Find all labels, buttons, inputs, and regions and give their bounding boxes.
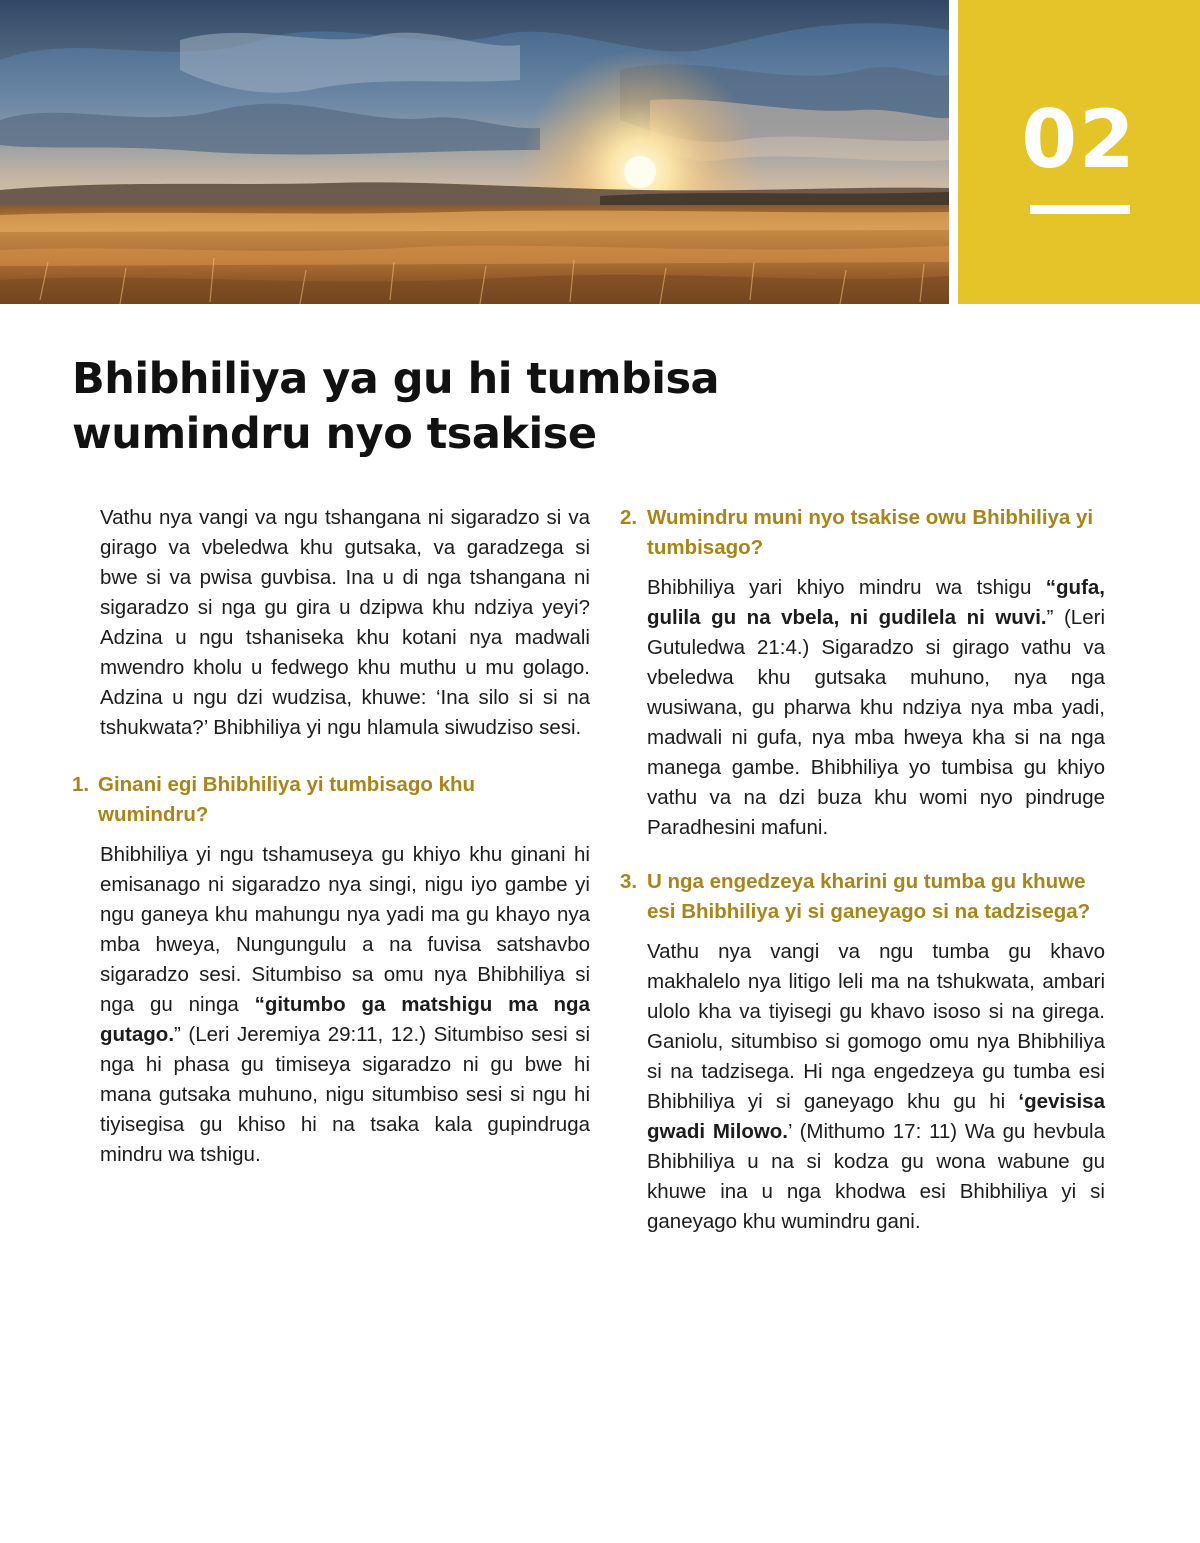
left-column xyxy=(72,503,590,1170)
answer-1 xyxy=(72,840,590,1170)
question-3 xyxy=(620,867,1105,927)
answer-2 xyxy=(620,573,1105,843)
answer-text: ” (Leri Gutuledwa 21:4.) Sigaradzo si girago vathu va vbeledwa khu gutsaka muhuno, nya nga wusiwana, gu pharwa khu ndziya nya mba yadi, madwali ni gufa, nya mba hweya kha si na nga manega gambe. Bhibhiliya yo tumbisa gu khiyo vathu va na dzi buza khu womi nyo pindruge Paradhesini mafuni. xyxy=(647,606,1105,839)
question-number: 3. xyxy=(620,870,638,893)
answer-emphasis: “gufa, gulila gu na vbela, ni gudilela ni wuvi. xyxy=(647,576,1105,629)
question-number: 1. xyxy=(72,773,90,796)
answer-text: Bhibhiliya yi ngu tshamuseya gu khiyo khu ginani hi emisanago ni sigaradzo nya singi, nigu iyo gambe yi ngu ganeya khu mahungu nya yadi ma gu khayo nya mba hweya, Nungungulu a na fuvisa satshavbo sigaradzo sesi. Situmbiso sa omu nya Bhibhiliya si nga gu ninga xyxy=(100,843,590,1016)
chapter-number: 02 xyxy=(1021,93,1137,186)
chapter-tab xyxy=(958,0,1200,304)
answer-3 xyxy=(620,937,1105,1237)
hero-image xyxy=(0,0,949,304)
answer-text: Vathu nya vangi va ngu tumba gu khavo makhalelo nya litigo leli ma na tshukwata, ambari ulolo kha va tiyisegi gu khavo isoso si na girega. Ganiolu, situmbiso si gomogo omu nya Bhibhiliya si na tadzisega. Hi nga engedzeya gu tumba esi Bhibhiliya yi si ganeyago khu gu hi xyxy=(647,940,1105,1113)
question-text: U nga engedzeya kharini gu tumba gu khuwe esi Bhibhiliya yi si ganeyago si na tadzisega? xyxy=(647,870,1091,923)
question-number: 2. xyxy=(620,506,638,529)
answer-text: ” (Leri Jeremiya 29:11, 12.) Situmbiso sesi si nga hi phasa gu timiseya sigaradzo ni gu bwe hi mana gutsaka muhuno, nigu situmbiso sesi si ngu hi tiyisegisa gu khiso hi na tsaka kala gupindruga mindru wa tshigu. xyxy=(100,1023,590,1166)
question-2 xyxy=(620,503,1105,563)
sunset-wheat-field-illustration xyxy=(0,0,949,304)
question-text: Wumindru muni nyo tsakise owu Bhibhiliya yi tumbisago? xyxy=(647,506,1094,559)
right-column xyxy=(620,503,1105,1237)
chapter-underline xyxy=(1030,205,1130,214)
answer-text: Bhibhiliya yari khiyo mindru wa tshigu xyxy=(647,576,1046,599)
question-text: Ginani egi Bhibhiliya yi tumbisago khu wumindru? xyxy=(98,773,476,826)
answer-text: ’ (Mithumo 17: 11) Wa gu hevbula Bhibhiliya u na si kodza gu wona wabune gu khuwe ina u nga khodwa esi Bhibhiliya yi si ganeyago khu wumindru gani. xyxy=(647,1120,1106,1233)
answer-emphasis: ‘gevisisa gwadi Milowo. xyxy=(647,1090,1105,1143)
intro-paragraph: Vathu nya vangi va ngu tshangana ni sigaradzo si va girago va vbeledwa khu gutsaka, va garadzega si bwe si va pwisa guvbisa. Ina u di nga tshangana ni sigaradzo si nga gu gira u dzipwa khu ndziya yeyi? Adzina u ngu tshaniseka khu kotani nya madwali mwendro kholu u fedwego khu muthu u mu golago. Adzina u ngu dzi wudzisa, khuwe: ‘Ina silo si si na tshukwata?’ Bhibhiliya yi ngu hlamula siwudziso sesi. xyxy=(100,506,590,739)
page-title: Bhibhiliya ya gu hi tumbisa wumindru nyo tsakise xyxy=(72,354,720,459)
answer-emphasis: “gitumbo ga matshigu ma nga gutago. xyxy=(100,993,590,1046)
question-1 xyxy=(72,770,590,830)
